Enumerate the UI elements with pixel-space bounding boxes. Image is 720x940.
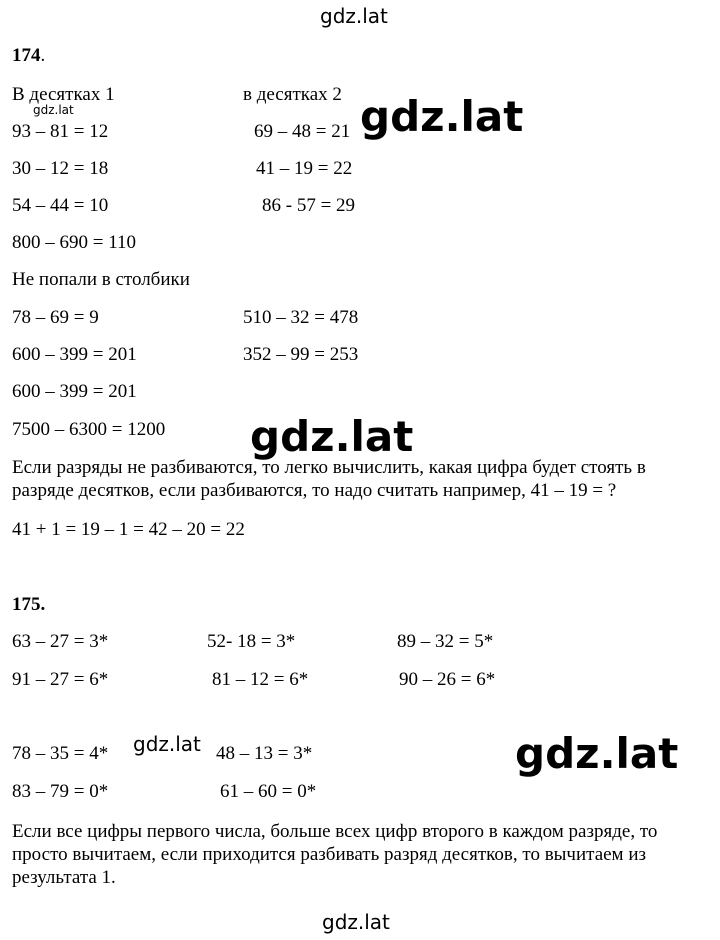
r1-eq-2: 52- 18 = 3* [207,631,296,652]
r2-eq-1: 91 – 27 = 6* [12,669,109,690]
col1-eq-4: 800 – 690 = 110 [12,232,137,253]
task-174-number-punct: . [40,45,46,66]
task-174-number [12,46,45,65]
watermark-large-3: gdz.lat [515,729,679,778]
task-174-number-value: 174 [12,45,41,66]
task-174-explanation: Если разряды не разбиваются, то легко вычислить, какая цифра будет стоять в разряде десятков, если разбиваются, то надо считать например, 41 – 19 = ? [12,457,646,501]
col1-header: В десятках 1 [12,84,115,105]
r4-eq-2: 61 – 60 = 0* [220,781,317,802]
r1-eq-1: 63 – 27 = 3* [12,631,109,652]
watermark-large-1: gdz.lat [360,92,524,141]
r4-eq-1: 83 – 79 = 0* [12,781,109,802]
watermark-bottom: gdz.lat [322,910,390,934]
r3-eq-1: 78 – 35 = 4* [12,743,109,764]
col2-eq-3: 86 - 57 = 29 [262,195,356,216]
not-in-columns-label: Не попали в столбики [12,269,190,290]
watermark-top: gdz.lat [320,4,388,28]
extra-left-eq-1: 78 – 69 = 9 [12,307,99,328]
col2-eq-1: 69 – 48 = 21 [254,121,351,142]
r3-eq-2: 48 – 13 = 3* [216,743,313,764]
col1-eq-1: 93 – 81 = 12 [12,121,109,142]
watermark-small-2: gdz.lat [133,732,201,756]
col2-header: в десятках 2 [243,84,342,105]
extra-left-eq-4: 7500 – 6300 = 1200 [12,419,166,440]
watermark-small-1: gdz.lat [33,103,74,117]
r2-eq-3: 90 – 26 = 6* [399,669,496,690]
extra-left-eq-2: 600 – 399 = 201 [12,344,137,365]
task-175-explanation: Если все цифры первого числа, больше всех цифр второго в каждом разряде, то просто вычитаем, если приходится разбивать разряд десятков, то вычитаем из результата 1. [12,821,658,888]
task-175-number: 175. [12,594,46,615]
task-174-example: 41 + 1 = 19 – 1 = 42 – 20 = 22 [12,519,245,540]
col1-eq-2: 30 – 12 = 18 [12,158,109,179]
r2-eq-2: 81 – 12 = 6* [212,669,309,690]
col2-eq-2: 41 – 19 = 22 [256,158,353,179]
extra-right-eq-1: 510 – 32 = 478 [243,307,359,328]
watermark-large-2: gdz.lat [250,412,414,461]
extra-left-eq-3: 600 – 399 = 201 [12,381,137,402]
r1-eq-3: 89 – 32 = 5* [397,631,494,652]
col1-eq-3: 54 – 44 = 10 [12,195,109,216]
extra-right-eq-2: 352 – 99 = 253 [243,344,359,365]
